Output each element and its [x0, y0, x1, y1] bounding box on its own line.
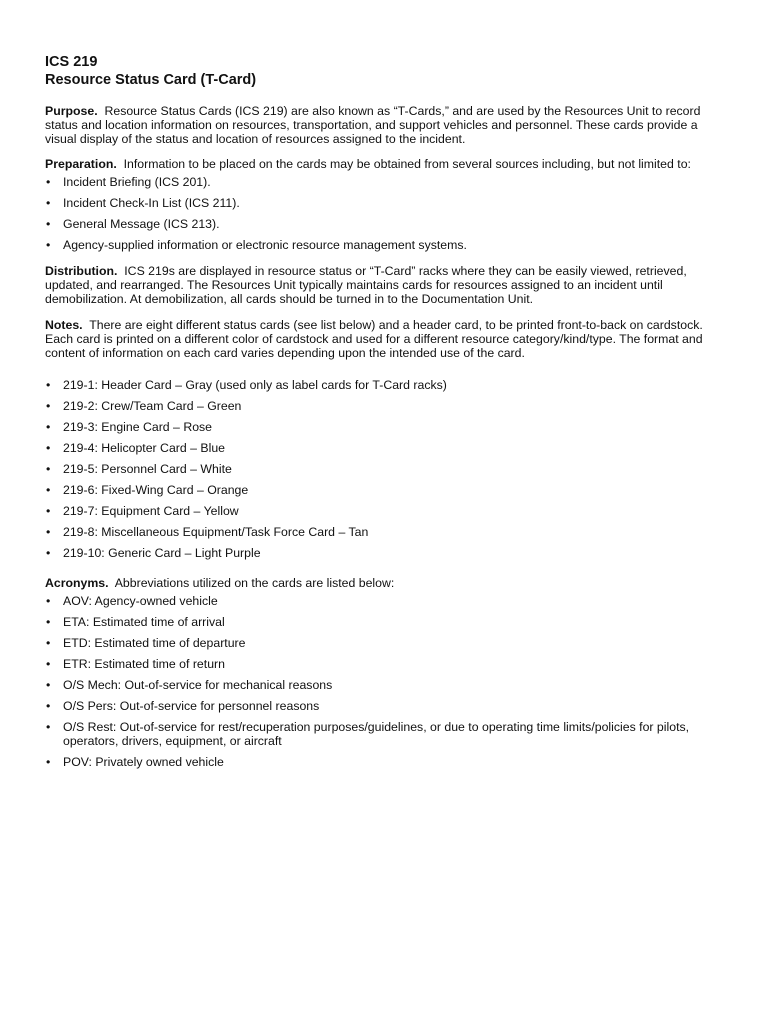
- list-item: • Agency-supplied information or electronic resource management systems.: [45, 238, 725, 252]
- list-item: • 219-3: Engine Card – Rose: [45, 420, 725, 434]
- preparation-paragraph: [45, 157, 725, 171]
- preparation-label: Preparation.: [45, 157, 117, 171]
- list-item: • 219-10: Generic Card – Light Purple: [45, 546, 725, 560]
- list-item: • ETR: Estimated time of return: [45, 657, 725, 671]
- purpose-text: Resource Status Cards (ICS 219) are also known as “T-Cards,” and are used by the Resources Unit to record status and location information on resources, transportation, and support vehicles and personnel. These cards provide a visual display of the status and location of resources assigned to the incident.: [45, 104, 701, 146]
- acronyms-text: Abbreviations utilized on the cards are listed below:: [114, 576, 395, 590]
- acronyms-label: Acronyms.: [45, 576, 109, 590]
- purpose-paragraph: [45, 104, 725, 146]
- list-item: • POV: Privately owned vehicle: [45, 755, 725, 769]
- list-item: • O/S Pers: Out-of-service for personnel reasons: [45, 699, 725, 713]
- distribution-text: ICS 219s are displayed in resource status or “T-Card” racks where they can be easily viewed, retrieved, updated, and rearranged. The Resources Unit typically maintains cards for resources assigned to an incident until demobilization. At demobilization, all cards should be turned in to the Documentation Unit.: [45, 264, 687, 306]
- purpose-label: Purpose.: [45, 104, 98, 118]
- list-item: • O/S Rest: Out-of-service for rest/recuperation purposes/guidelines, or due to operating time limits/policies for pilots, operators, drivers, equipment, or aircraft: [45, 720, 725, 748]
- document-page: [45, 53, 725, 769]
- distribution-paragraph: [45, 264, 725, 306]
- preparation-text: Information to be placed on the cards may be obtained from several sources including, but not limited to:: [123, 157, 691, 171]
- list-item: • ETD: Estimated time of departure: [45, 636, 725, 650]
- acronyms-paragraph: [45, 576, 725, 590]
- list-item: • 219-8: Miscellaneous Equipment/Task Force Card – Tan: [45, 525, 725, 539]
- notes-text: There are eight different status cards (see list below) and a header card, to be printed front-to-back on cardstock. Each card is printed on a different color of cardstock and used for a different resource category/kind/type. The format and content of information on each card varies depending upon the intended use of the card.: [45, 318, 703, 360]
- list-item: • 219-1: Header Card – Gray (used only as label cards for T-Card racks): [45, 378, 725, 392]
- form-title: Resource Status Card (T-Card): [45, 72, 257, 88]
- list-item: • 219-4: Helicopter Card – Blue: [45, 441, 725, 455]
- notes-label: Notes.: [45, 318, 83, 332]
- list-item: • General Message (ICS 213).: [45, 217, 725, 231]
- acronym-list: [45, 594, 725, 769]
- list-item: • Incident Check-In List (ICS 211).: [45, 196, 725, 210]
- notes-paragraph: [45, 318, 725, 360]
- list-item: • 219-7: Equipment Card – Yellow: [45, 504, 725, 518]
- list-item: • O/S Mech: Out-of-service for mechanical reasons: [45, 678, 725, 692]
- card-type-list: [45, 378, 725, 560]
- list-item: • 219-2: Crew/Team Card – Green: [45, 399, 725, 413]
- list-item: • AOV: Agency-owned vehicle: [45, 594, 725, 608]
- list-item: • Incident Briefing (ICS 201).: [45, 175, 725, 189]
- list-item: • 219-6: Fixed-Wing Card – Orange: [45, 483, 725, 497]
- list-item: • 219-5: Personnel Card – White: [45, 462, 725, 476]
- distribution-label: Distribution.: [45, 264, 118, 278]
- preparation-source-list: [45, 175, 725, 252]
- list-item: • ETA: Estimated time of arrival: [45, 615, 725, 629]
- form-number: ICS 219: [45, 54, 98, 70]
